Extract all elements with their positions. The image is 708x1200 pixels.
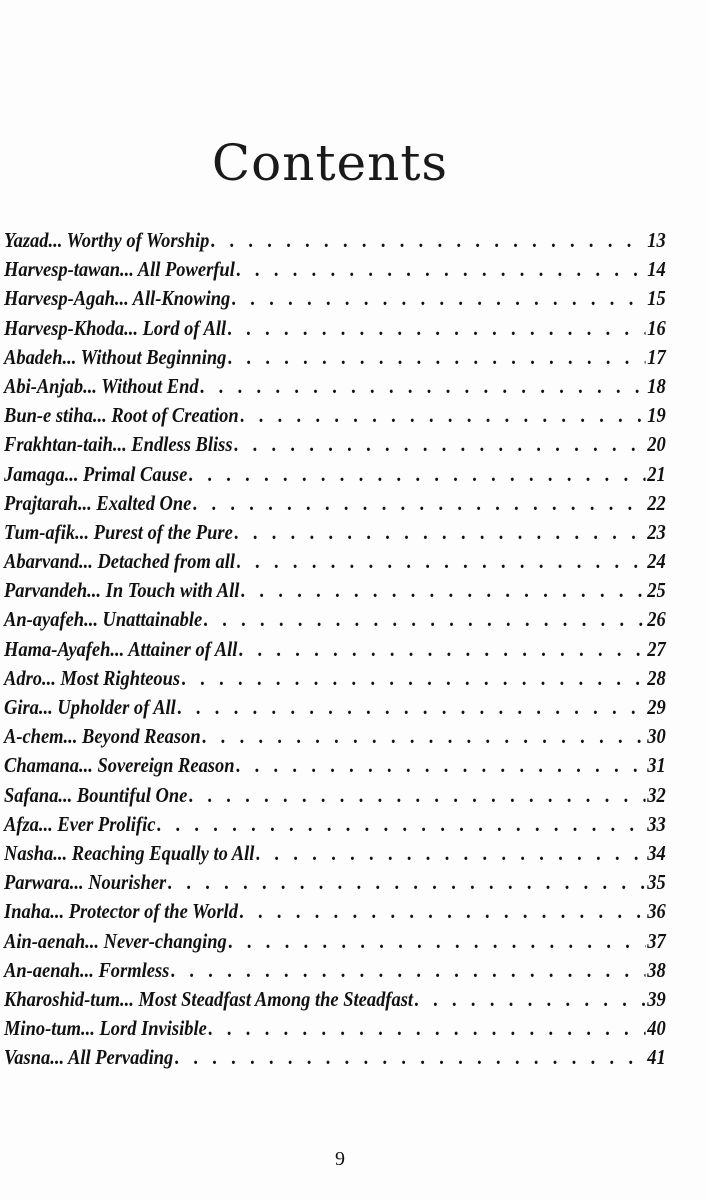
dot-leader: [235, 520, 646, 545]
toc-entry-page-number: 22: [647, 490, 666, 515]
toc-entry-page-number: 31: [647, 753, 666, 778]
toc-entry-label: An-aenah... Formless: [4, 957, 170, 982]
dot-leader: [189, 783, 645, 808]
toc-entry[interactable]: [4, 637, 666, 666]
dot-leader: [204, 607, 646, 632]
dot-leader: [189, 462, 645, 487]
toc-entry[interactable]: [4, 929, 666, 958]
toc-entry-label: Parvandeh... In Touch with All: [4, 578, 240, 603]
toc-entry-page-number: 39: [647, 986, 666, 1011]
toc-entry-page-number: 29: [647, 695, 666, 719]
dot-leader: [171, 958, 645, 983]
dot-leader: [237, 549, 646, 574]
toc-entry-page-number: 32: [647, 782, 666, 807]
dot-leader: [175, 1045, 645, 1070]
toc-entry-page-number: 14: [647, 257, 666, 282]
toc-entry-page-number: 28: [647, 665, 666, 690]
toc-entry[interactable]: [4, 870, 666, 899]
toc-entry-label: Gira... Upholder of All: [4, 695, 176, 719]
toc-entry-page-number: 40: [647, 1016, 666, 1041]
toc-entry[interactable]: [4, 666, 666, 695]
dot-leader: [202, 724, 645, 749]
toc-entry-label: Harvesp-tawan... All Powerful: [4, 257, 235, 282]
toc-entry[interactable]: [4, 812, 666, 841]
toc-entry[interactable]: [4, 491, 666, 520]
toc-entry[interactable]: [4, 549, 666, 578]
toc-entry[interactable]: [4, 899, 666, 928]
toc-entry[interactable]: [4, 1016, 666, 1045]
dot-leader: [236, 753, 645, 778]
toc-entry[interactable]: [4, 520, 666, 549]
toc-entry[interactable]: [4, 374, 666, 403]
toc-entry-page-number: 38: [647, 957, 666, 982]
toc-entry-label: Frakhtan-taih... Endless Bliss: [4, 432, 233, 457]
dot-leader: [256, 841, 645, 866]
dot-leader: [228, 345, 645, 370]
toc-entry-label: Yazad... Worthy of Worship: [4, 228, 210, 252]
toc-entry-page-number: 24: [647, 549, 666, 574]
toc-entry[interactable]: [4, 316, 666, 345]
dot-leader: [237, 257, 646, 282]
toc-entry-page-number: 15: [647, 286, 666, 311]
dot-leader: [234, 432, 645, 457]
toc-entry-page-number: 33: [647, 811, 666, 836]
toc-entry-label: Harvesp-Khoda... Lord of All: [4, 315, 227, 340]
toc-entry-page-number: 18: [647, 373, 666, 398]
toc-entry-label: Adro... Most Righteous: [4, 665, 181, 690]
toc-entry-label: Abarvand... Detached from all: [4, 549, 235, 574]
table-of-contents: [4, 228, 666, 1074]
toc-entry-label: An-ayafeh... Unattainable: [4, 607, 203, 632]
dot-leader: [228, 316, 646, 341]
toc-entry-label: Mino-tum... Lord Invisible: [4, 1016, 207, 1041]
toc-entry[interactable]: [4, 753, 666, 782]
toc-entry-page-number: 20: [647, 432, 666, 457]
dot-leader: [193, 491, 645, 516]
toc-entry-label: Abi-Anjab... Without End: [4, 373, 199, 398]
dot-leader: [232, 286, 646, 311]
toc-entry-label: Afza... Ever Prolific: [4, 811, 156, 836]
toc-entry[interactable]: [4, 987, 666, 1016]
toc-entry[interactable]: [4, 228, 666, 257]
page-number: 9: [335, 1148, 345, 1170]
toc-entry-label: Kharoshid-tum... Most Steadfast Among the Steadfast: [4, 986, 414, 1011]
toc-entry-label: Prajtarah... Exalted One: [4, 490, 192, 515]
dot-leader: [178, 695, 646, 720]
toc-entry[interactable]: [4, 257, 666, 286]
dot-leader: [240, 899, 646, 924]
toc-entry-page-number: 17: [647, 344, 666, 369]
dot-leader: [200, 374, 645, 399]
toc-entry[interactable]: [4, 1045, 666, 1074]
toc-entry-page-number: 13: [647, 228, 666, 252]
toc-entry[interactable]: [4, 783, 666, 812]
toc-entry-label: Chamana... Sovereign Reason: [4, 753, 235, 778]
toc-entry-label: Abadeh... Without Beginning: [4, 344, 227, 369]
toc-entry[interactable]: [4, 432, 666, 461]
toc-entry-page-number: 25: [647, 578, 666, 603]
page-title: Contents: [211, 133, 449, 192]
dot-leader: [415, 987, 646, 1012]
toc-entry-label: Safana... Bountiful One: [4, 782, 188, 807]
toc-entry[interactable]: [4, 695, 666, 724]
toc-entry-page-number: 37: [647, 928, 666, 953]
toc-entry-label: Tum-afik... Purest of the Pure: [4, 519, 233, 544]
toc-entry[interactable]: [4, 578, 666, 607]
toc-entry-page-number: 26: [647, 607, 666, 632]
dot-leader: [209, 1016, 646, 1041]
toc-entry-page-number: 36: [647, 899, 666, 924]
dot-leader: [239, 637, 645, 662]
dot-leader: [168, 870, 645, 895]
dot-leader: [211, 228, 645, 253]
toc-entry-page-number: 35: [647, 870, 666, 895]
toc-entry[interactable]: [4, 403, 666, 432]
toc-entry-label: Jamaga... Primal Cause: [4, 461, 188, 486]
dot-leader: [241, 578, 645, 603]
toc-entry-page-number: 34: [647, 840, 666, 865]
toc-entry[interactable]: [4, 724, 666, 753]
toc-entry-label: Harvesp-Agah... All-Knowing: [4, 286, 231, 311]
toc-entry-page-number: 21: [647, 461, 666, 486]
toc-entry-label: Nasha... Reaching Equally to All: [4, 840, 255, 865]
toc-entry-label: Vasna... All Pervading: [4, 1045, 174, 1070]
toc-entry[interactable]: [4, 607, 666, 636]
toc-entry[interactable]: [4, 841, 666, 870]
toc-entry[interactable]: [4, 462, 666, 491]
toc-entry-label: Parwara... Nourisher: [4, 870, 167, 895]
toc-entry-label: Bun-e stiha... Root of Creation: [4, 403, 239, 428]
toc-entry-page-number: 23: [647, 519, 666, 544]
toc-entry-page-number: 16: [647, 315, 666, 340]
toc-entry-label: Hama-Ayafeh... Attainer of All: [4, 636, 238, 661]
dot-leader: [157, 812, 645, 837]
toc-entry[interactable]: [4, 286, 666, 315]
toc-entry-label: Ain-aenah... Never-changing: [4, 928, 227, 953]
dot-leader: [240, 403, 645, 428]
toc-entry-page-number: 27: [647, 636, 666, 661]
toc-entry-page-number: 30: [647, 724, 666, 749]
dot-leader: [182, 666, 646, 691]
toc-entry-label: A-chem... Beyond Reason: [4, 724, 201, 749]
toc-entry-page-number: 19: [647, 403, 666, 428]
toc-entry[interactable]: [4, 958, 666, 987]
toc-entry-label: Inaha... Protector of the World: [4, 899, 238, 924]
dot-leader: [229, 929, 646, 954]
toc-entry[interactable]: [4, 345, 666, 374]
toc-entry-page-number: 41: [647, 1045, 666, 1070]
